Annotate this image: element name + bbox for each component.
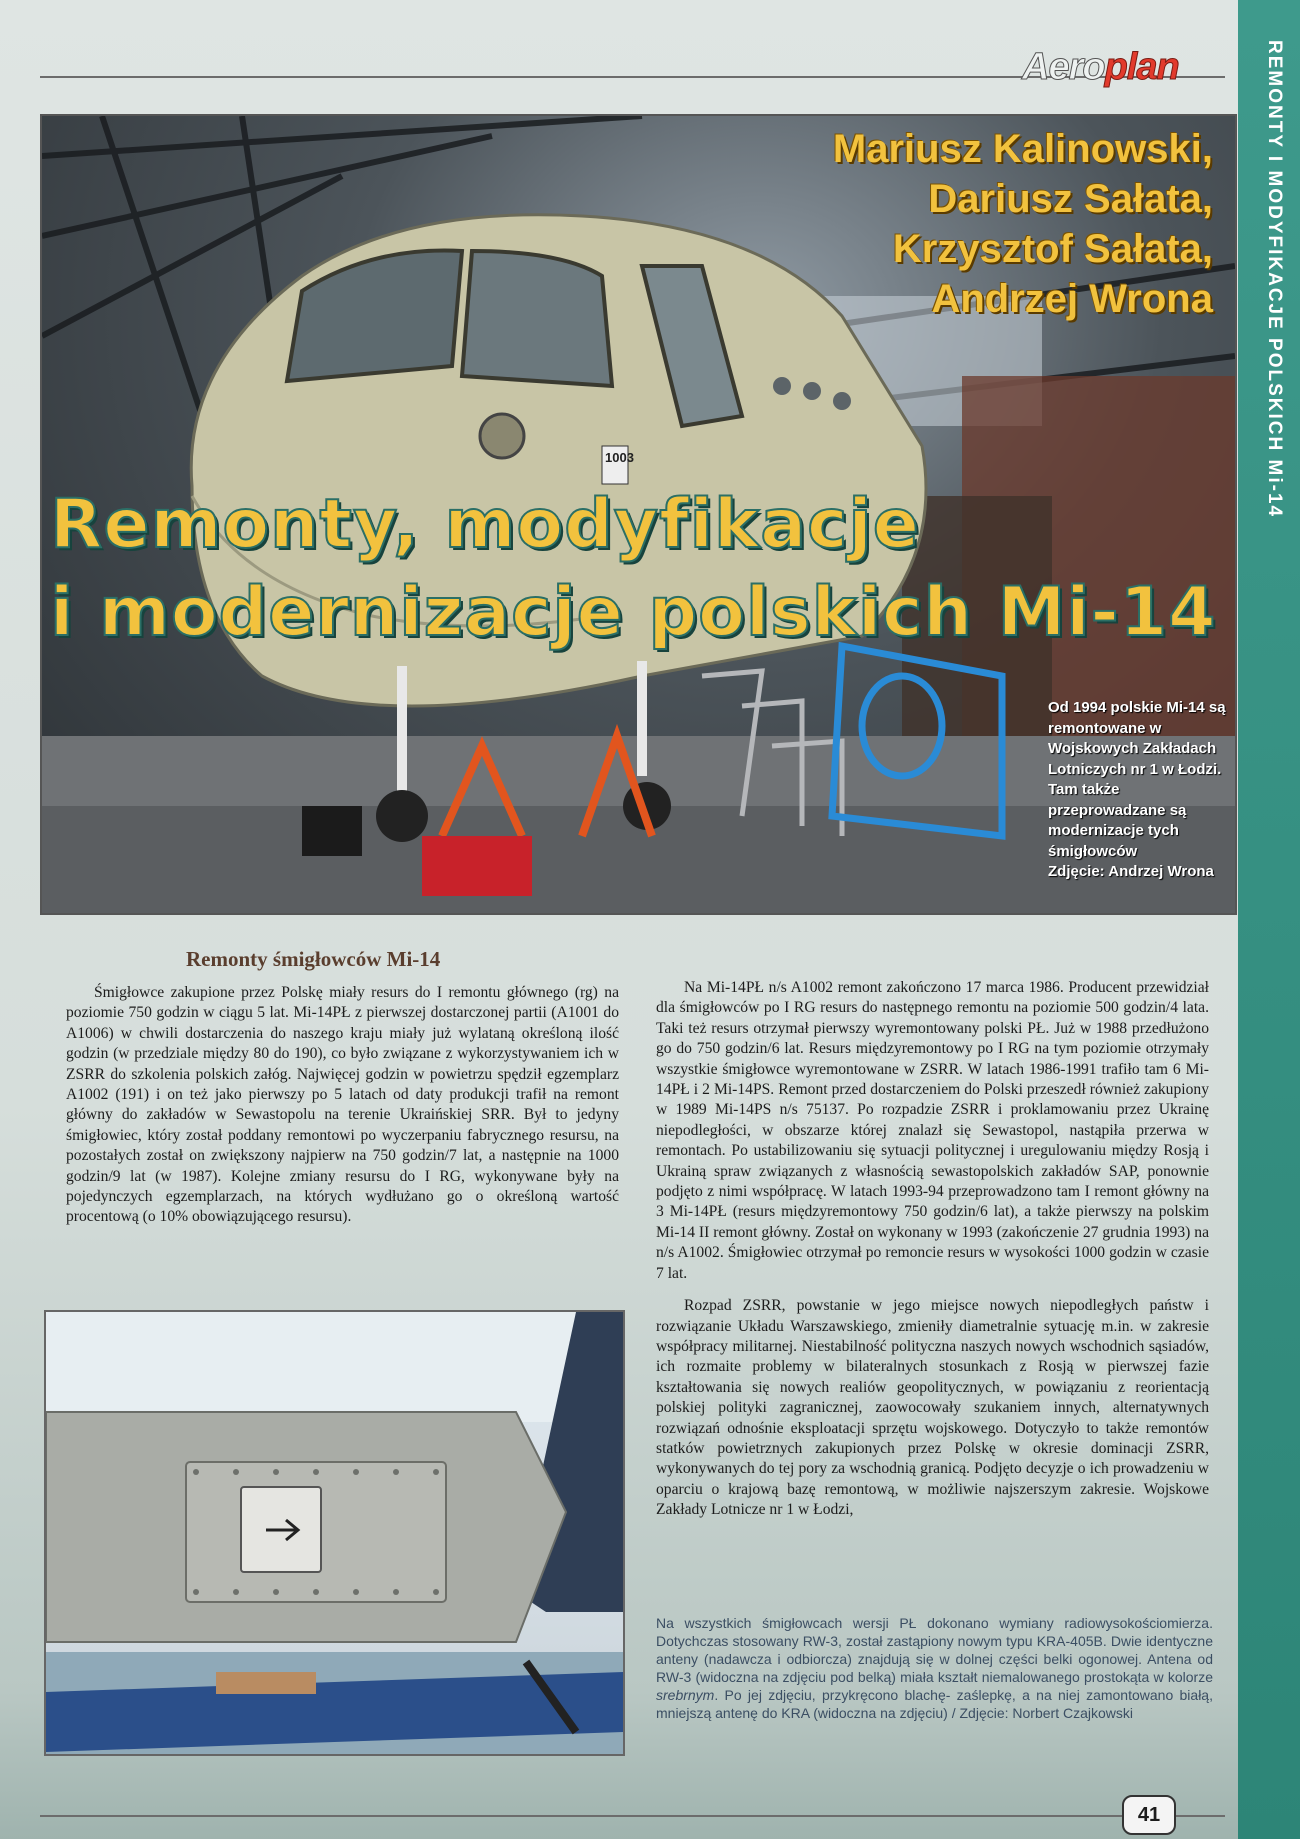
detail-photo-caption — [656, 1614, 1213, 1722]
logo-part1: Aero — [1022, 46, 1105, 88]
detail-caption-emphasis: srebrnym — [656, 1687, 715, 1703]
right-column — [656, 978, 1209, 1521]
detail-photo — [44, 1310, 625, 1756]
hero-photo — [40, 114, 1237, 915]
hero-caption — [1048, 698, 1226, 883]
author-3: Krzysztof Sałata, — [892, 227, 1213, 271]
detail-caption-part1: Na wszystkich śmigłowcach wersji PŁ dokonano wymiany radiowysokościomierza. Dotychczas stosowany RW-3, został zastąpiony nowym typu KRA-405B. Dwie identyczne anteny (nadawcza i odbiorcza) znajdują się w dolnej części belki ogonowej. Antena od RW-3 (widoczna na zdjęciu pod belką) miała kształt niemalowanego prostokąta w kolorze — [656, 1615, 1213, 1685]
right-paragraph-2: Rozpad ZSRR, powstanie w jego miejsce nowych niepodległych państw i rozwiązanie Układu Warszawskiego, zmieniły diametralnie sytuację m.in. w zakresie współpracy militarnej. Niestabilność polityczna naszych nowych wschodnich sąsiadów, ich rozmaite problemy w bilateralnych stosunkach z Rosją w pierwszej fazie kształtowania się nowych realiów geopolitycznych, w powiązaniu z reorientacją polskiej polityki zagranicznej, zaowocowały szukaniem innych, alternatywnych rozwiązań odnośnie eksploatacji sprzętu wojskowego. Dotyczyło to także remontów statków powietrznych zakupionych przez Polskę w okresie dominacji ZSRR, wykonywanych do tej pory za wschodnią granicą. Podjęto decyzje o ich prowadzeniu w oparciu o krajową bazę remontową, w możliwie najszerszym zakresie. Wojskowe Zakłady Lotnicze nr 1 w Łodzi, — [656, 1297, 1209, 1519]
left-column — [66, 983, 619, 1228]
aeroplan-logo — [1022, 46, 1179, 89]
article-title — [50, 481, 1216, 657]
title-line-2: i modernizacje polskich Mi-14 — [50, 573, 1217, 652]
section-heading: Remonty śmigłowców Mi-14 — [186, 947, 441, 971]
side-band-text: REMONTY I MODYFIKACJE POLSKICH Mi-14 — [1264, 40, 1285, 519]
author-1: Mariusz Kalinowski, — [832, 127, 1213, 171]
tail-number-plate: 1003 — [605, 450, 634, 465]
authors-block — [833, 124, 1213, 324]
left-paragraph: Śmigłowce zakupione przez Polskę miały resurs do I remontu głównego (rg) na poziomie 750 godzin w ciągu 5 lat. Mi-14PŁ z pierwszej dostarczonej partii (A1001 do A1006) w chwili dostarczenia do naszego kraju miały już wylataną określoną ilość godzin (w przedziale między 80 do 190), co było związane z wykorzystywaniem ich w ZSRR do szkolenia polskich załóg. Najwięcej godzin w powietrzu spędził egzemplarz A1002 (191) i on też jako pierwszy po 5 latach od daty produkcji trafił na remont główny do zakładów w Sewastopolu na terenie Ukraińskiej SRR. Był to jedyny śmigłowiec, który został poddany remontowi po wyczerpaniu fabrycznego resursu, na pozostałych został on zwiększony najpierw na 750 godzin/7 lat, a następnie na 1000 godzin/9 lat (w 1987). Kolejne zmiany resursu do I RG, wykonywane były na pojedynczych egzemplarzach, na których wydłużano go o określoną wartość procentową (o 10% obowiązującego resursu). — [66, 984, 619, 1226]
author-2: Dariusz Sałata, — [928, 177, 1213, 221]
page-number: 41 — [1122, 1795, 1176, 1835]
title-line-1: Remonty, modyfikacje — [50, 485, 920, 564]
tail-boom-panel-illustration — [46, 1312, 623, 1754]
author-4: Andrzej Wrona — [931, 277, 1213, 321]
hero-caption-text: Od 1994 polskie Mi-14 są remontowane w Wojskowych Zakładach Lotniczych nr 1 w Łodzi. Tam także przeprowadzane są modernizacje tych śmigłowców — [1048, 699, 1226, 860]
logo-part2: plan — [1104, 46, 1179, 88]
detail-caption-part2: . Po jej zdjęciu, przykręcono blachę- zaślepkę, a na niej zamontowano białą, mniejszą antenę do KRA (widoczna na zdjęciu) / Zdjęcie: Norbert Czajkowski — [656, 1687, 1213, 1721]
bottom-rule — [40, 1815, 1225, 1817]
hero-photo-credit: Zdjęcie: Andrzej Wrona — [1048, 863, 1214, 880]
right-paragraph-1: Na Mi-14PŁ n/s A1002 remont zakończono 17 marca 1986. Producent przewidział dla śmigłowców po I RG resurs do następnego remontu na poziomie 500 godzin/4 lata. Taki też resurs otrzymał pierwszy wyremontowany polski PŁ. Już w 1988 przedłużono go do 750 godzin/6 lat. Resurs międzyremontowy po I RG na tym poziomie otrzymały wszystkie śmigłowce wyremontowane w ZSRR. W latach 1986-1991 trafiło tam 6 Mi-14PŁ i 2 Mi-14PS. Remont przed dostarczeniem do Polski przeszedł również zakupiony w 1989 Mi-14PS n/s 75137. Po rozpadzie ZSRR i proklamowaniu przez Ukrainę niepodległości, w obszarze której znalazł się Sewastopol, nastąpiła przerwa w remontach. Po ustabilizowaniu się sytuacji politycznej i uregulowaniu między Rosją i Ukrainą spraw związanych z własnością sewastopolskich zakładów SAP, ponownie podjęto z nimi współpracę. W latach 1993-94 przeprowadzono tam I remont główny na 3 Mi-14PŁ (resurs międzyremontowy 750 godzin/6 lat), a także pierwszy na polskim Mi-14 II remont główny. Został on wykonany w 1993 (zakończenie 27 grudnia 1993) na n/s A1002. Śmigłowiec otrzymał po remoncie resurs w wysokości 1000 godzin w czasie 7 lat. — [656, 979, 1209, 1282]
